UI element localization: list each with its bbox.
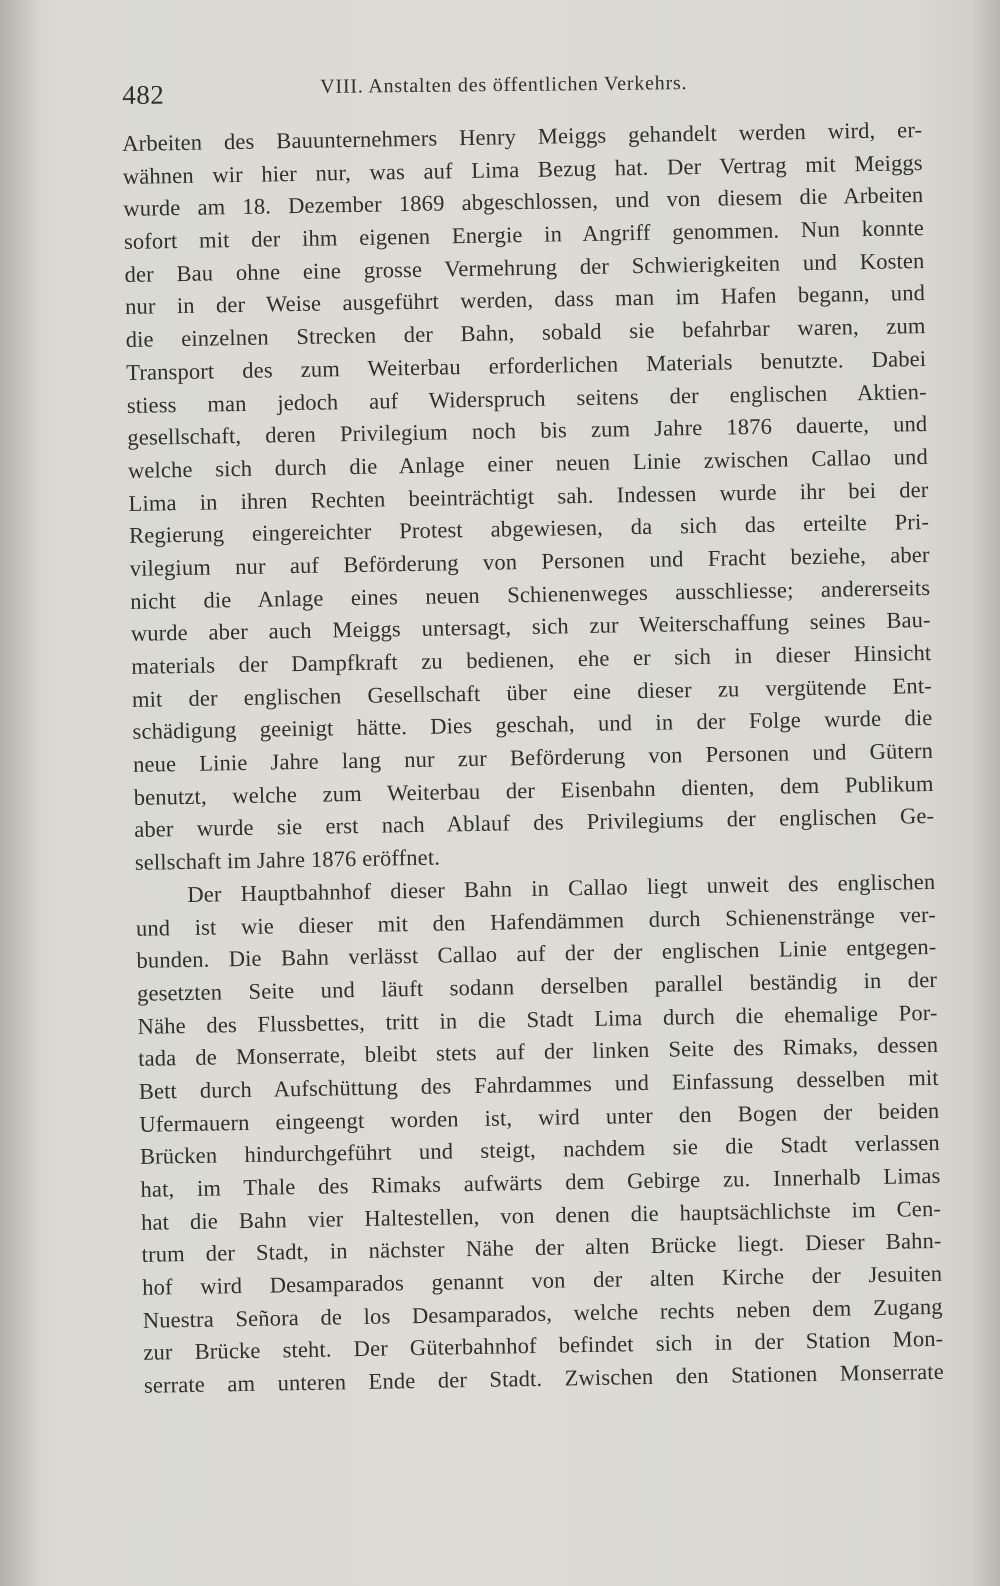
text-line: vilegium nur auf Beförderung von Personen und Fracht beziehe, aber <box>129 541 930 581</box>
text-line: nur in der Weise ausgeführt werden, dass man im Hafen begann, und <box>124 280 926 320</box>
text-line: der Bau ohne eine grosse Vermehrung der Schwierigkeiten und Kosten <box>124 247 925 287</box>
paragraph-1 <box>122 114 935 880</box>
text-line: tada de Monserrate, bleibt stets auf der linken Seite des Rimaks, dessen <box>138 1032 939 1072</box>
text-line: materials der Dampfkraft zu bedienen, ehe er sich in dieser Hinsicht <box>131 639 932 679</box>
text-line: neue Linie Jahre lang nur zur Beförderung von Personen und Gütern <box>132 738 934 777</box>
text-line: benutzt, welche zum Weiterbau der Eisenbahn dienten, dem Publikum <box>133 770 934 810</box>
text-line: Brücken hindurchgeführt und steigt, nachdem sie die Stadt verlassen <box>139 1130 941 1170</box>
text-line: wurde aber auch Meiggs untersagt, sich zur Weiterschaffung seines Bau- <box>130 607 931 647</box>
text-line: hof wird Desamparados genannt von der alten Kirche der Jesuiten <box>142 1260 943 1300</box>
page-edge-shadow <box>972 0 1000 1586</box>
text-line: Regierung eingereichter Protest abgewiesen, da sich das erteilte Pri- <box>128 509 930 549</box>
text-line: die einzelnen Strecken der Bahn, sobald sie befahrbar waren, zum <box>125 313 926 353</box>
paragraph-2 <box>135 866 944 1403</box>
text-line: Bett durch Aufschüttung des Fahrdammes und Einfassung desselben mit <box>138 1064 939 1104</box>
text-line: stiess man jedoch auf Widerspruch seitens der englischen Aktien- <box>126 378 927 418</box>
text-line: Der Hauptbahnhof dieser Bahn in Callao liegt unweit des englischen <box>187 868 936 907</box>
page-number: 482 <box>122 79 165 110</box>
text-line: sellschaft im Jahre 1876 eröffnet. <box>134 844 441 876</box>
text-line: aber wurde sie erst nach Ablauf des Privilegiums der englischen Ge- <box>134 803 935 843</box>
text-line: hat die Bahn vier Haltestellen, von denen die hauptsächlichste im Cen- <box>140 1195 942 1235</box>
text-line: Ufermauern eingeengt worden ist, wird unter den Bogen der beiden <box>139 1097 940 1137</box>
text-line: und ist wie dieser mit den Hafendämmen durch Schienenstränge ver- <box>135 901 937 941</box>
text-line: schädigung geeinigt hätte. Dies geschah, und in der Folge wurde die <box>132 705 933 745</box>
text-line: gesetzten Seite und läuft sodann derselben parallel beständig in der <box>136 966 938 1006</box>
text-line: wurde am 18. Dezember 1869 abgeschlossen, und von diesem die Arbeiten <box>123 182 924 222</box>
text-line: serrate am unteren Ende der Stadt. Zwischen den Stationen Monserrate <box>143 1358 945 1398</box>
text-line: Nuestra Señora de los Desamparados, welche rechts neben dem Zugang <box>142 1293 943 1333</box>
text-line: Lima in ihren Rechten beeinträchtigt sah. Indessen wurde ihr bei der <box>128 476 929 516</box>
text-line: wähnen wir hier nur, was auf Lima Bezug hat. Der Vertrag mit Meiggs <box>122 149 923 189</box>
text-line: mit der englischen Gesellschaft über eine dieser zu vergütende Ent- <box>131 672 933 712</box>
text-line: hat, im Thale des Rimaks aufwärts dem Gebirge zu. Innerhalb Limas <box>140 1162 941 1202</box>
page-header <box>122 62 922 110</box>
text-line: Arbeiten des Bauunternehmers Henry Meiggs gehandelt werden wird, er- <box>122 117 923 156</box>
text-line: Nähe des Flussbettes, tritt in die Stadt Lima durch die ehemalige Por- <box>137 999 938 1039</box>
text-line: trum der Stadt, in nächster Nähe der alten Brücke liegt. Dieser Bahn- <box>141 1228 942 1268</box>
text-line: Transport des zum Weiterbau erforderlichen Materials benutzte. Dabei <box>126 345 927 385</box>
text-line: sofort mit der ihm eigenen Energie in Angriff genommen. Nun konnte <box>123 215 925 255</box>
text-line: welche sich durch die Anlage einer neuen Linie zwischen Callao und <box>127 443 929 483</box>
text-line: nicht die Anlage eines neuen Schienenweges ausschliesse; andererseits <box>130 574 931 614</box>
text-line: gesellschaft, deren Privilegium noch bis zum Jahre 1876 dauerte, und <box>127 411 928 451</box>
text-line: zur Brücke steht. Der Güterbahnhof befindet sich in der Station Mon- <box>143 1326 944 1366</box>
spine-shadow <box>0 0 40 1586</box>
body-text <box>122 114 944 1403</box>
text-line: bunden. Die Bahn verlässt Callao auf der der englischen Linie entgegen- <box>136 934 937 974</box>
running-head: VIII. Anstalten des öffentlichen Verkehrs. <box>320 72 688 98</box>
